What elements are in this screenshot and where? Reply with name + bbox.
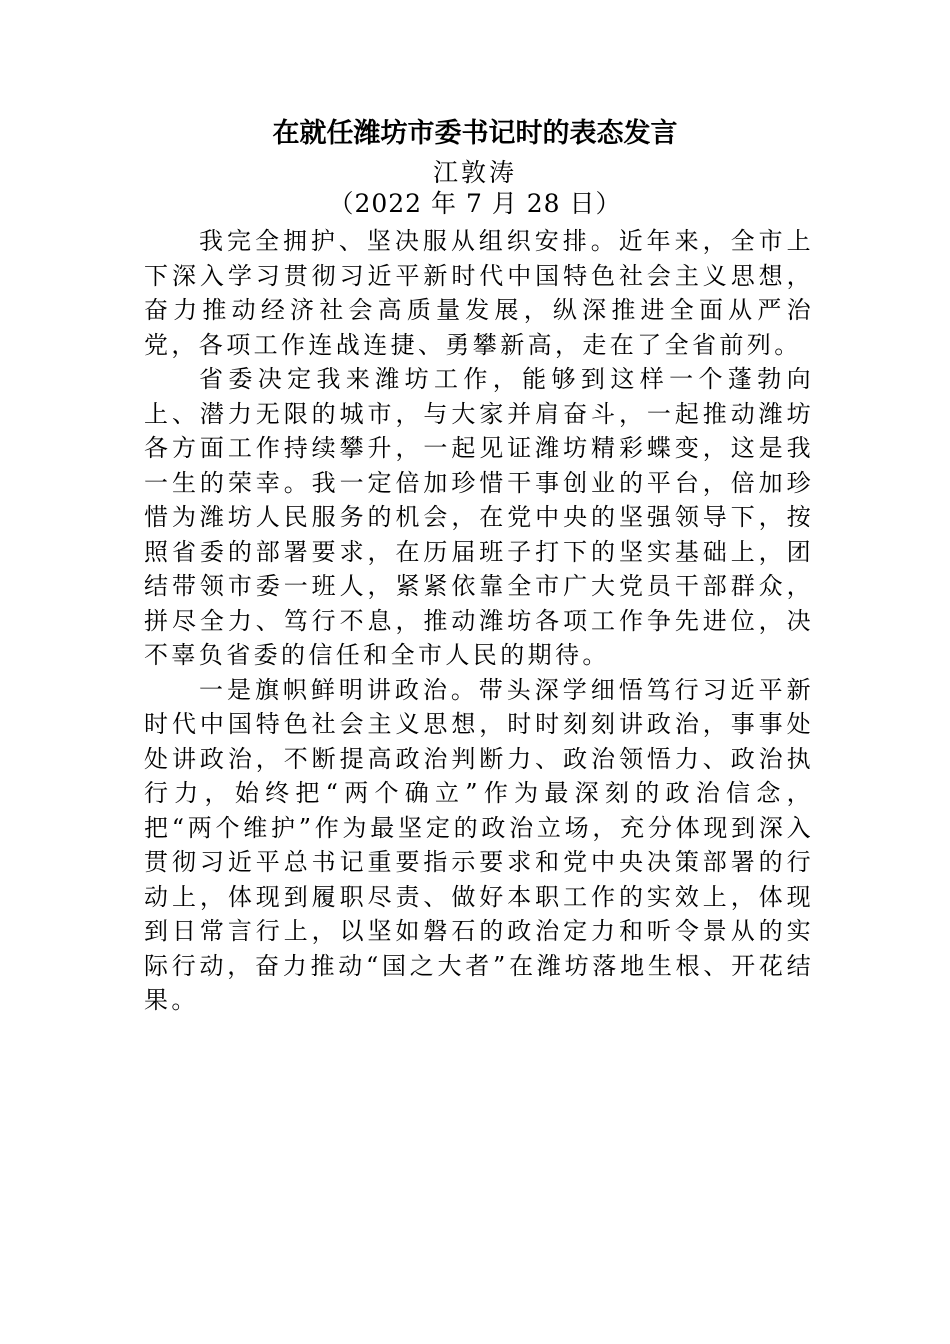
body-paragraph: 一是旗帜鲜明讲政治。带头深学细悟笃行习近平新时代中国特色社会主义思想，时时刻刻讲政治，事事处处讲政治，不断提高政治判断力、政治领悟力、政治执行力，始终把“两个确立”作为最深刻的政治信念，把“两个维护”作为最坚定的政治立场，充分体现到深入贯彻习近平总书记重要指示要求和党中央决策部署的行动上，体现到履职尽责、做好本职工作的实效上，体现到日常言行上，以坚如磐石的政治定力和听令景从的实际行动，奋力推动“国之大者”在潍坊落地生根、开花结果。 (144, 675, 814, 1014)
document-title: 在就任潍坊市委书记时的表态发言 (272, 118, 678, 149)
document-author: 江敦涛 (432, 158, 517, 187)
document-body (144, 224, 814, 1018)
body-paragraph: 省委决定我来潍坊工作，能够到这样一个蓬勃向上、潜力无限的城市，与大家并肩奋斗，一起推动潍坊各方面工作持续攀升，一起见证潍坊精彩蝶变，这是我一生的荣幸。我一定倍加珍惜干事创业的平台，倍加珍惜为潍坊人民服务的机会，在党中央的坚强领导下，按照省委的部署要求，在历届班子打下的坚实基础上，团结带领市委一班人，紧紧依靠全市广大党员干部群众，拼尽全力、笃行不息，推动潍坊各项工作争先进位，决不辜负省委的信任和全市人民的期待。 (144, 365, 814, 669)
document-date: （2022 年 7 月 28 日） (328, 189, 622, 218)
body-paragraph: 我完全拥护、坚决服从组织安排。近年来，全市上下深入学习贯彻习近平新时代中国特色社会主义思想，奋力推动经济社会高质量发展，纵深推进全面从严治党，各项工作连战连捷、勇攀新高，走在了全省前列。 (144, 227, 814, 359)
